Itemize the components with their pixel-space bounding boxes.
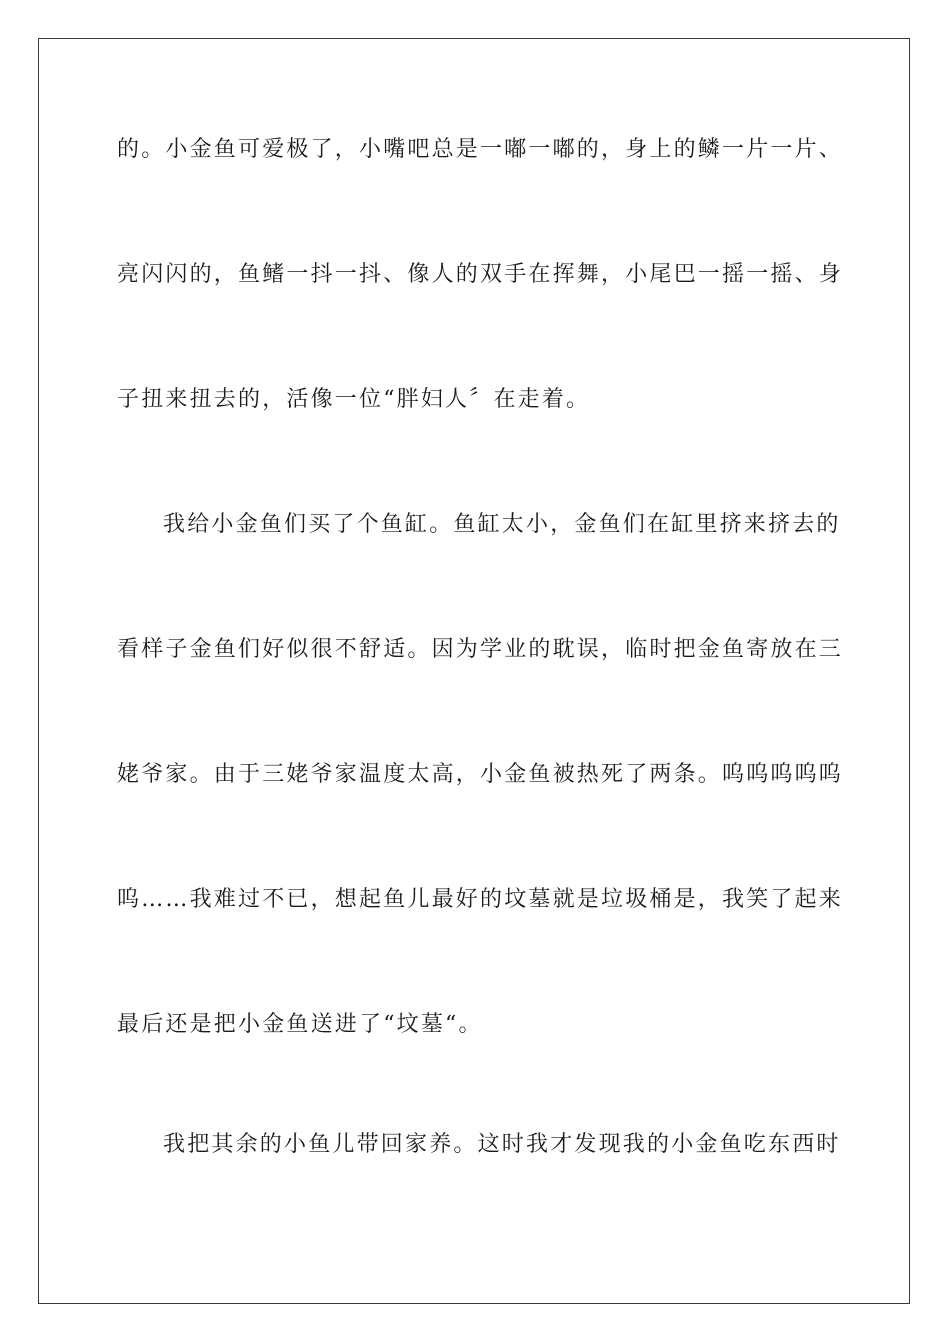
- text-line-3: 子扭来扭去的，活像一位“胖妇人〞在走着。: [117, 387, 591, 412]
- text-line-7: 呜……我难过不已，想起鱼儿最好的坟墓就是垃圾桶是，我笑了起来: [117, 887, 844, 912]
- page-border: [38, 38, 910, 1304]
- text-line-6: 姥爷家。由于三姥爷家温度太高，小金鱼被热死了两条。呜呜呜呜呜: [117, 762, 844, 787]
- text-line-9: 我把其余的小鱼儿带回家养。这时我才发现我的小金鱼吃东西时: [163, 1132, 841, 1157]
- text-line-2: 亮闪闪的，鱼鳍一抖一抖、像人的双手在挥舞，小尾巴一摇一摇、身: [117, 262, 844, 287]
- text-line-1: 的。小金鱼可爱极了，小嘴吧总是一嘟一嘟的，身上的鳞一片一片、: [117, 137, 844, 162]
- text-line-4: 我给小金鱼们买了个鱼缸。鱼缸太小，金鱼们在缸里挤来挤去的: [163, 512, 841, 537]
- text-line-8: 最后还是把小金鱼送进了“坟墓“。: [117, 1012, 483, 1037]
- text-line-5: 看样子金鱼们好似很不舒适。因为学业的耽误，临时把金鱼寄放在三: [117, 637, 844, 662]
